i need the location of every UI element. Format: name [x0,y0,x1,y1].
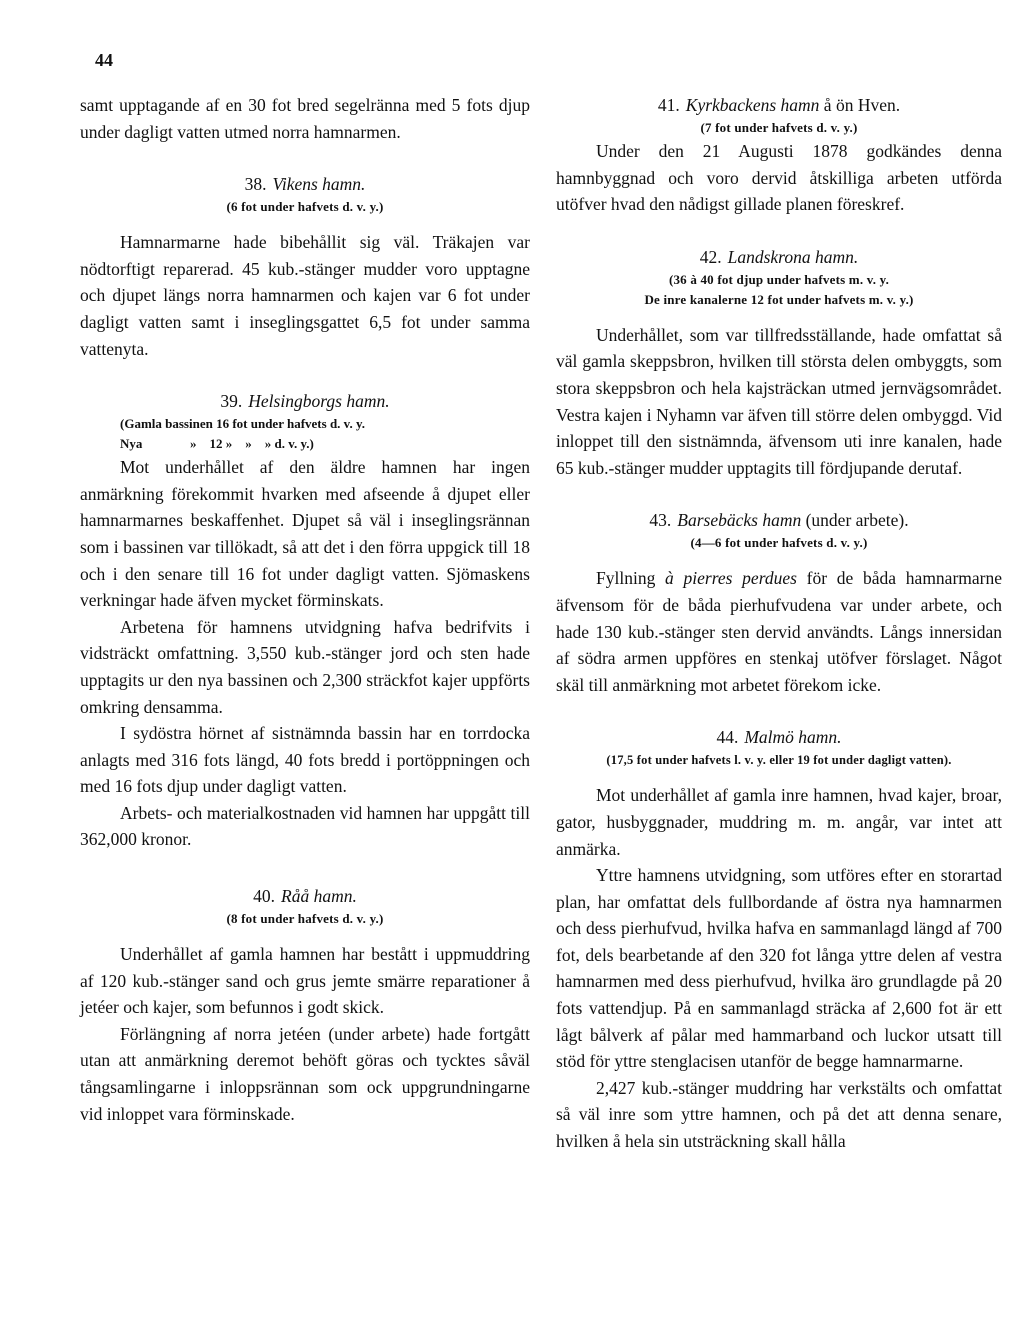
section-41-title-rest: å ön Hven. [823,95,901,115]
section-39-heading [80,388,530,414]
section-43-number: 43. [649,510,672,531]
section-43-paragraph-rest: för de båda hamnarmarne äfvensom för de båda pierhufvudena var under arbete, och hade 130 kub.-stänger sten dervid användts. Långs innersidan af södra armen uppföres en stenkaj utöfver förslaget. Något skäl till anmärkning mot arbetet förekom icke. [556,568,1002,695]
section-39-paragraph-2: Arbetena för hamnens utvidgning hafva bedrifvits i vidsträckt omfattning. 3,550 kub.-stänger jord och sten hade upptagits ur den nya bassinen och 2,300 sträckfot kajer uppförts omkring densamma. [80,616,530,717]
section-43-paragraph [556,565,1002,698]
section-41-paragraph: Under den 21 Augusti 1878 godkändes denna hamnbyggnad och voro dervid åtskilliga arbeten utförda utöfver hvad den nådigst gillade planen föreskref. [556,141,1002,215]
section-40-heading [80,883,530,909]
section-39-depth-new-rest: » 12 » » » d. v. y.) [190,436,314,452]
section-41-number: 41. [657,95,680,115]
section-43-heading [556,507,1002,533]
section-39-number: 39. [220,391,243,412]
section-39-paragraph-1: Mot underhållet af den äldre hamnen har ingen anmärkning förekommit hvarken med afseende å djupet eller hamnarmarnes beskaffenhet. Djupet så väl i inseglingsrännan som i bassinen var tillökadt, så att det i den förra uppgick till 18 och i den senare till 16 fot under dagligt vatten. Sjömaskens verkningar hade äfven mycket förminskats. [80,457,530,611]
section-38-title: Vikens hamn. [272,174,366,195]
section-44-paragraph-2: Yttre hamnens utvidgning, som utföres efter en storartad plan, har omfattat dels fullbordande af östra nya hamnarmen och dess pierhufvud, hvilka hafva en sammanlagd längd af 700 fot, dels bearbetande af den 320 fot långa yttre delen af vestra hamnarmen med dess pierhufvud, hvilka äro grundlagde på 20 fots vattendjup. På en sammanlagd sträcka af 2,600 fot är ett lågt bålverk af pålar med hammarband och luckor utsatt till stöd för yttre stenglacisen utanför de begge hamnarmarne. [556,865,1002,1072]
intro-paragraph: samt upptagande af en 30 fot bred segelränna med 5 fots djup under dagligt vatten utmed norra hamnarmen. [80,95,530,142]
section-42-title: Landskrona hamn. [727,246,859,267]
section-44-depth: (17,5 fot under hafvets l. v. y. eller 19 fot under dagligt vatten). [606,753,952,768]
section-43-depth: (4—6 fot under hafvets d. v. y.) [690,535,868,551]
section-39-depth-new: Nya [120,436,143,452]
section-43-paragraph-lead: Fyllning [596,568,666,589]
section-42-heading [556,244,1002,270]
section-40-title: Råå hamn. [281,886,357,907]
section-44-paragraph-3: 2,427 kub.-stänger muddring har verkstälts och omfattat så väl inre som yttre hamnen, och på det att denna senare, hvilken å hela sin utsträckning skall hålla [556,1077,1002,1152]
section-38-paragraph: Hamnarmarne hade bibehållit sig väl. Träkajen var nödtorftigt reparerad. 45 kub.-stänger mudder voro upptagne och djupet längs norra hamnarmen och kajen var 6 fot under dagligt vatten samt i inseglingsgattet 6,5 fot under samma vattenyta. [80,232,530,359]
section-40-paragraph-1: Underhållet af gamla hamnen har bestått i uppmuddring af 120 kub.-stänger sand och grus jemte smärre reparationer å jetéer och kajer, som befunnos i godt skick. [80,944,530,1018]
section-39-title: Helsingborgs hamn. [248,391,390,412]
section-43-title-rest: (under arbete). [805,510,909,531]
section-39-paragraph-4: Arbets- och materialkostnaden vid hamnen har uppgått till 362,000 kronor. [80,802,530,850]
section-41-title: Kyrkbackens hamn [685,95,820,115]
section-42-paragraph: Underhållet, som var tillfredsställande, hade omfattat så väl gamla skeppsbron, hvilken till största delen ombyggts, som stora skeppsbron och hela kajsträckan utmed jernvägsområdet. Vestra kajen i Nyhamn var äfven till större delen ombyggd. Vid inloppet till den sistnämnda, äfvensom uti inre kanalen, hade 65 kub.-stänger mudder upptagits till fördjupande derutaf. [556,324,1002,478]
left-column [80,92,530,1127]
section-39-paragraph-3: I sydöstra hörnet af sistnämnda bassin har en torrdocka anlagts med 316 fots längd, 40 fots bredd i portöppningen och med 16 fots djup under dagligt vatten. [80,723,530,797]
section-38-number: 38. [244,174,267,195]
section-43-title: Barsebäcks hamn [677,510,802,531]
section-41-depth: (7 fot under hafvets d. v. y.) [700,120,858,135]
section-44-paragraph-1: Mot underhållet af gamla inre hamnen, hvad kajer, broar, gator, husbyggnader, muddring m. m. angår, var intet att anmärka. [556,785,1002,859]
section-40-number: 40. [253,886,276,907]
section-39-depth-line-1: (Gamla bassinen 16 fot under hafvets d. v. y. [120,416,365,432]
section-44-title: Malmö hamn. [744,727,842,748]
section-42-depth-line-2: De inre kanalerne 12 fot under hafvets m. v. y.) [644,291,914,307]
page-number: 44 [95,50,113,70]
section-44-heading [556,724,1002,750]
section-42-number: 42. [699,246,722,267]
section-41-heading [556,92,1002,118]
section-43-paragraph-italic: à pierres perdues [665,568,797,589]
section-38-depth: (6 fot under hafvets d. v. y.) [226,199,384,215]
right-column [556,92,1002,1155]
section-40-depth: (8 fot under hafvets d. v. y.) [226,911,384,927]
section-38-heading [80,171,530,197]
section-40-paragraph-2: Förlängning af norra jetéen (under arbete) hade fortgått utan att anmärkning deremot behöft göras och tycktes såväl tångsamlingarne i inloppsrännan som ock uppgrundningarne vid inloppet vara förminskade. [80,1023,530,1124]
section-39-depth-line-2 [80,434,530,454]
section-42-depth-line-1: (36 à 40 fot djup under hafvets m. v. y. [668,271,890,287]
section-44-number: 44. [716,727,739,748]
